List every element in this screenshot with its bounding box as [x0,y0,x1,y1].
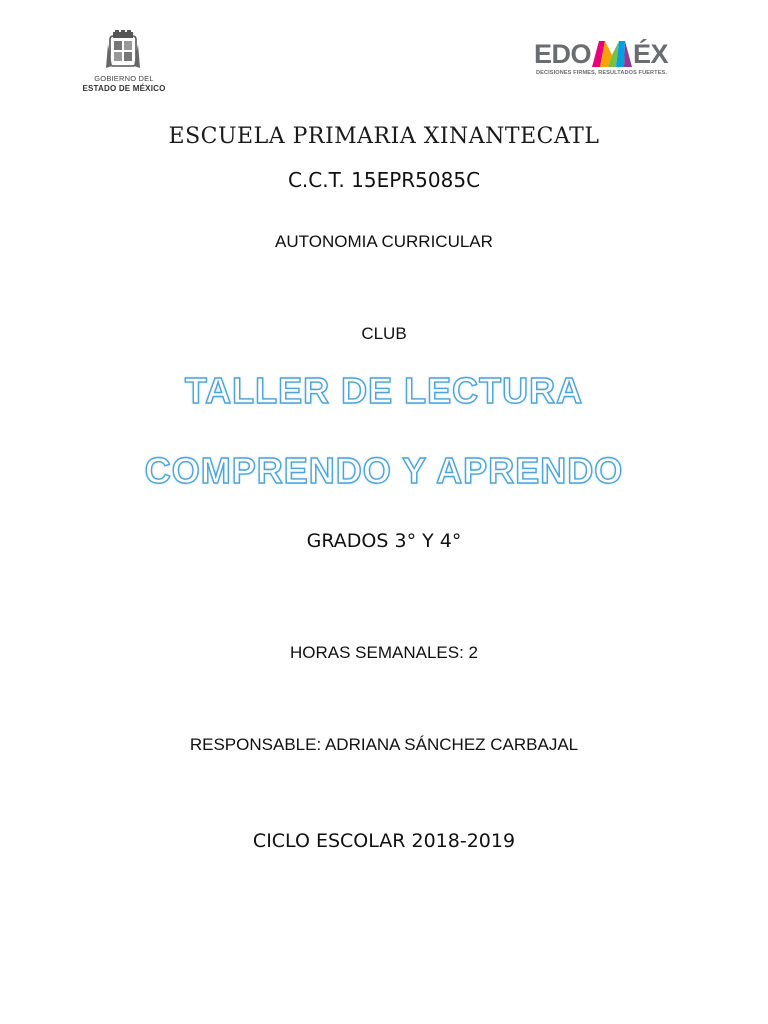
responsible-person: RESPONSABLE: ADRIANA SÁNCHEZ CARBAJAL [189,735,579,754]
grades: GRADOS 3° Y 4° [306,530,462,552]
multicolor-m-icon [592,41,632,67]
title-line-1: TALLER DE LECTURA [184,370,584,411]
school-year: CICLO ESCOLAR 2018-2019 [252,830,516,852]
brand-suffix: ÉX [633,38,669,69]
edomex-brand [534,40,668,68]
edomex-logo [534,40,704,80]
gobierno-estado-mexico-logo [76,30,172,96]
brand-tagline: DECISIONES FIRMES, RESULTADOS FUERTES. [536,70,668,76]
school-cct: C.C.T. 15EPR5085C [287,168,481,192]
club-label: CLUB [361,324,407,343]
school-name: ESCUELA PRIMARIA XINANTECATL [168,124,600,149]
logo-text-line2: ESTADO DE MÉXICO [82,84,166,93]
weekly-hours: HORAS SEMANALES: 2 [289,643,478,662]
logo-text-line1: GOBIERNO DEL [94,74,154,83]
program-name: AUTONOMIA CURRICULAR [275,232,493,251]
title-line-2: COMPRENDO Y APRENDO [144,450,624,491]
brand-prefix: EDO [534,38,592,69]
coat-of-arms-icon [106,30,140,70]
